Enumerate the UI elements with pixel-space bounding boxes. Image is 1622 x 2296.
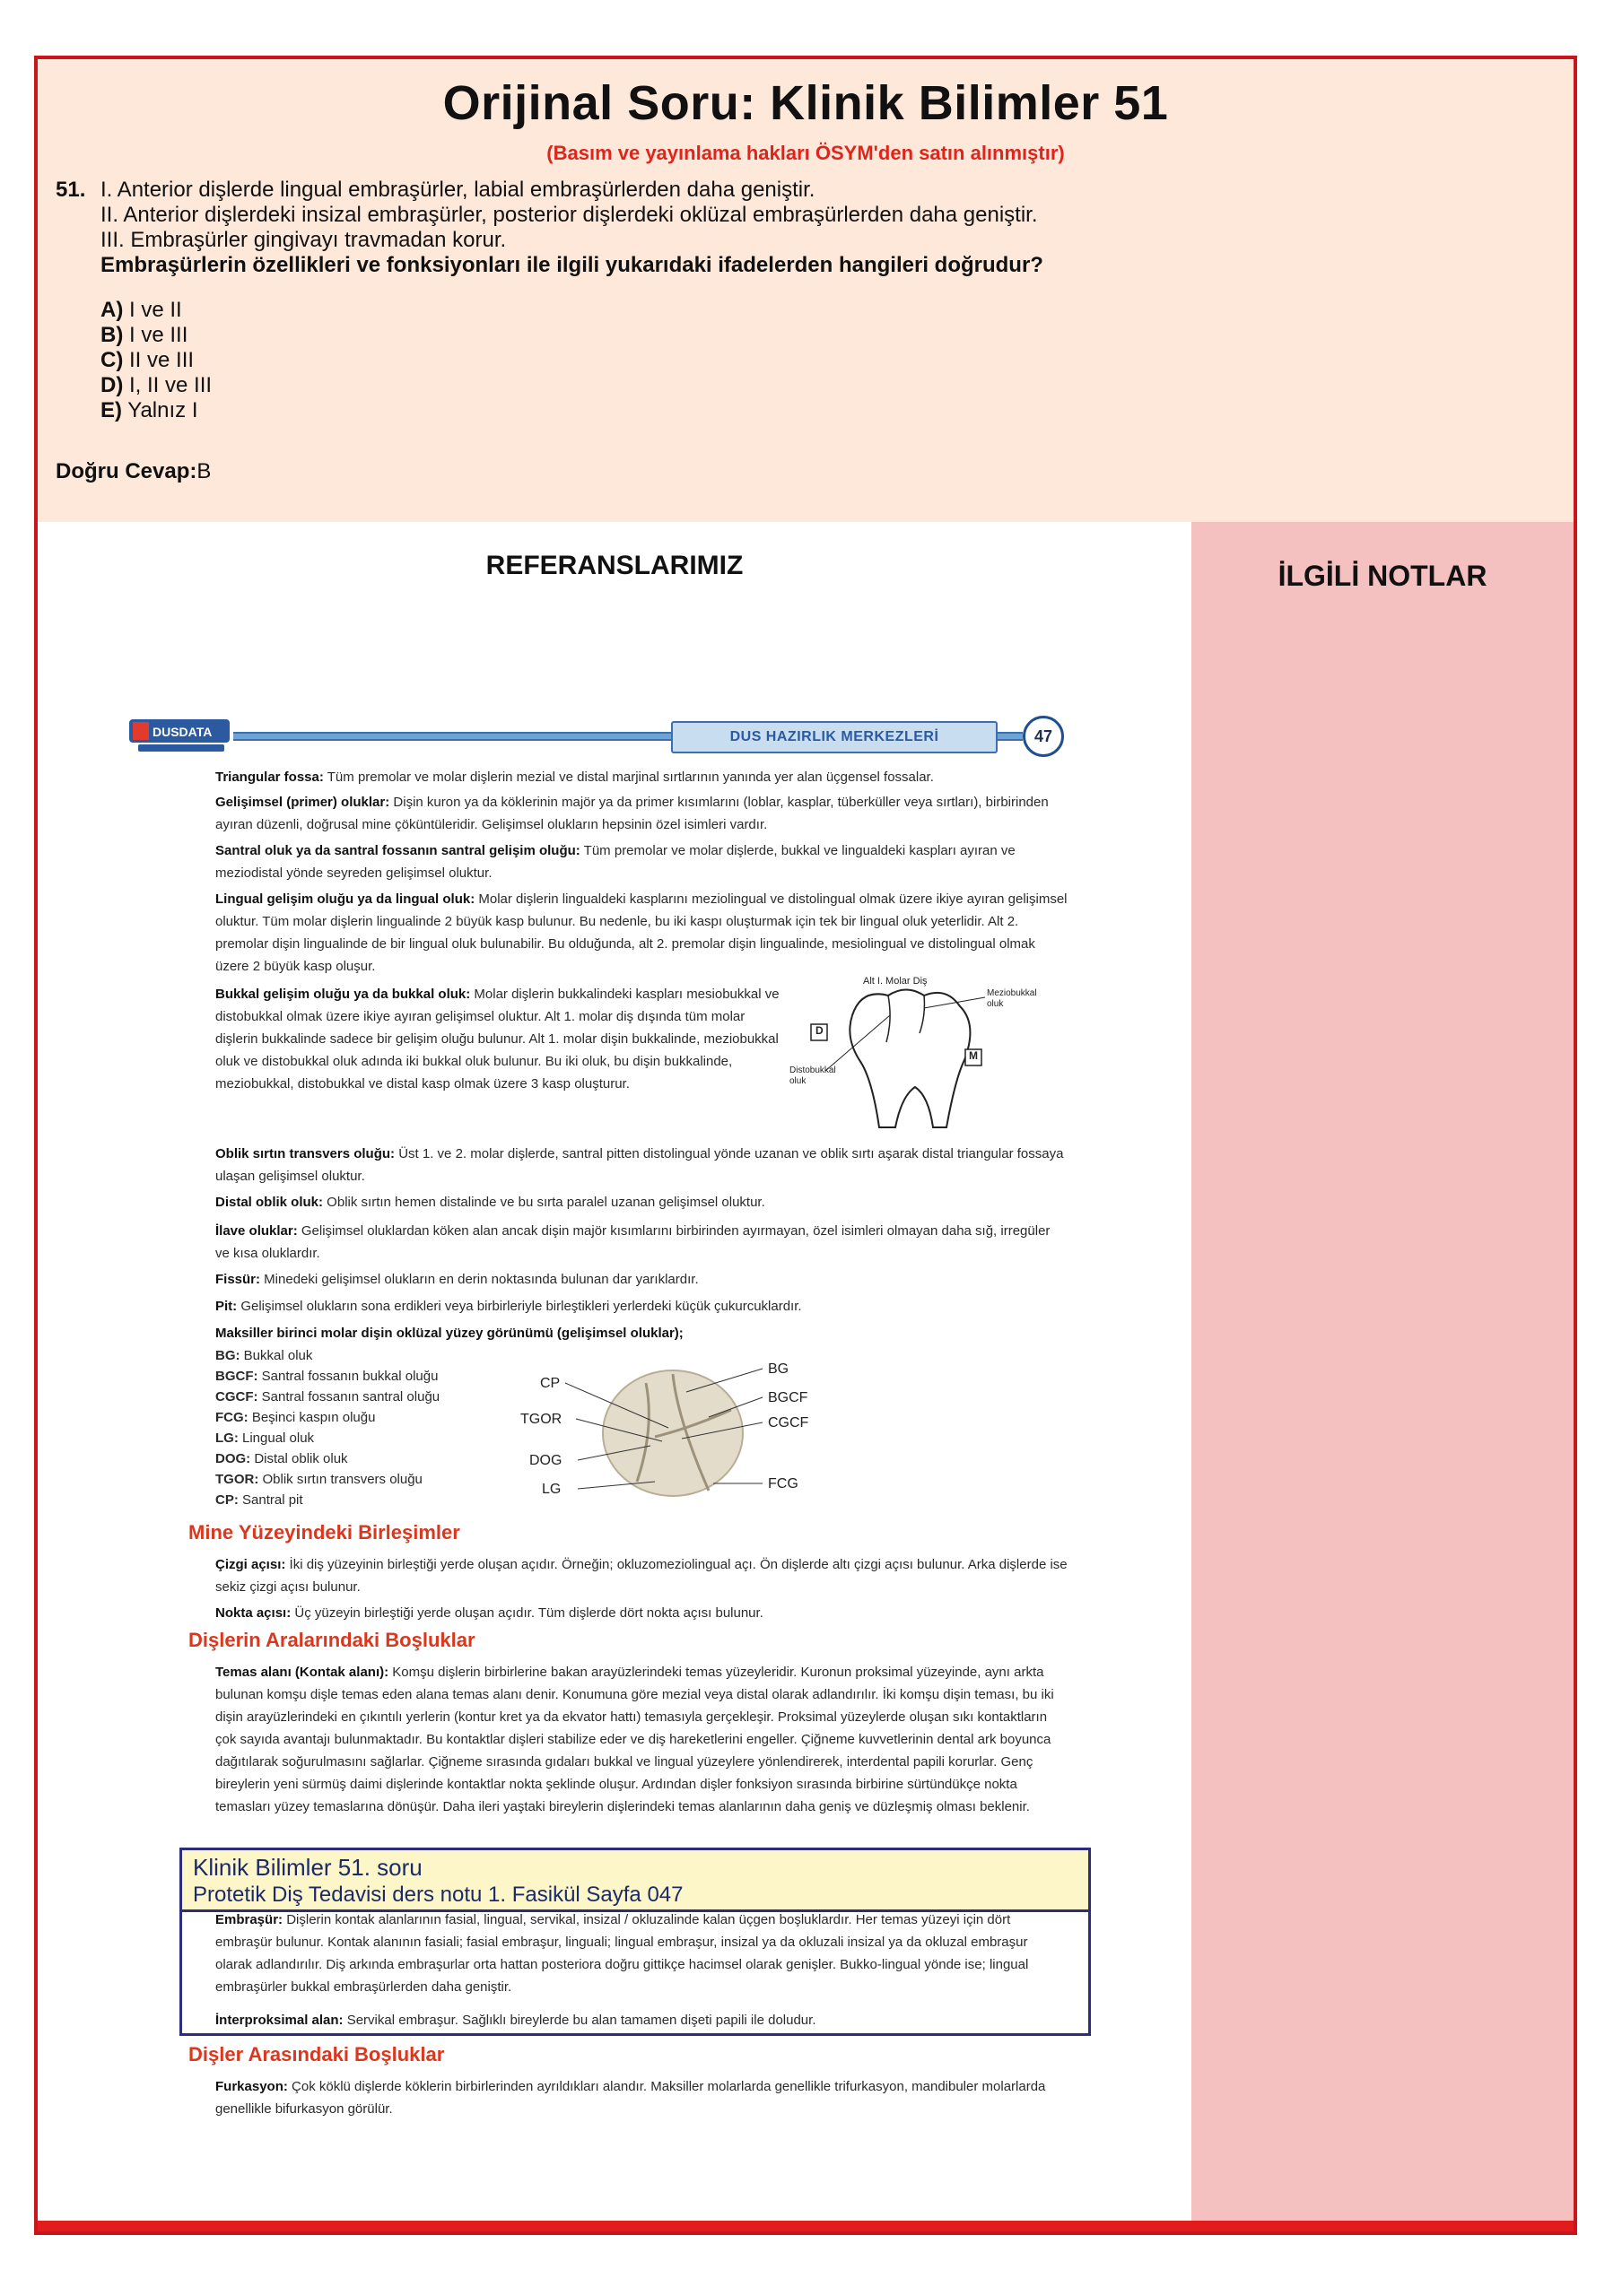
para-distal-oblik: Distal oblik oluk: Oblik sırtın hemen distalinde ve bu sırta paralel uzanan gelişimsel oluktur.: [215, 1195, 765, 1210]
legend-item: BGCF: Santral fossanın bukkal oluğu: [215, 1369, 439, 1384]
fig2-cgcf: CGCF: [768, 1415, 809, 1431]
fig1-disto: Distobukkal oluk: [789, 1065, 836, 1086]
legend-item: FCG: Beşinci kaspın oluğu: [215, 1410, 376, 1425]
para-fissur: Fissür: Minedeki gelişimsel olukların en derin noktasında bulunan dar yarıklardır.: [215, 1272, 699, 1287]
reference-highlight: [179, 1848, 1091, 1912]
notes-title: İLGİLİ NOTLAR: [1278, 560, 1487, 592]
fig1-mesio: Meziobukkal oluk: [987, 988, 1037, 1009]
page-number: 47: [1023, 716, 1064, 757]
fig2-dog: DOG: [529, 1453, 562, 1468]
copyright-note: (Basım ve yayınlama hakları ÖSYM'den satın alınmıştır): [546, 142, 1065, 164]
legend-item: TGOR: Oblik sırtın transvers oluğu: [215, 1472, 423, 1487]
fig1-m-label: M: [969, 1049, 978, 1062]
header-label: DUS HAZIRLIK MERKEZLERİ: [671, 721, 998, 753]
question-number: 51.: [56, 178, 86, 202]
legend-item: CGCF: Santral fossanın santral oluğu: [215, 1389, 440, 1405]
legend-item: BG: Bukkal oluk: [215, 1348, 313, 1363]
question-panel: [38, 59, 1574, 522]
notes-panel: [1191, 522, 1574, 2221]
correct-answer: Doğru Cevap:B: [56, 459, 212, 483]
reference-page-header: [126, 714, 1094, 759]
molar-figure: [789, 976, 1041, 1132]
fig2-tgor: TGOR: [520, 1412, 562, 1427]
statement-2: II. Anterior dişlerdeki insizal embraşürler, posterior dişlerdeki oklüzal embraşürlerden daha geniştir.: [100, 203, 1038, 227]
legend-item: LG: Lingual oluk: [215, 1431, 315, 1446]
fig1-title: Alt I. Molar Diş: [863, 976, 928, 987]
dusdata-logo: [126, 714, 233, 759]
fig2-bgcf: BGCF: [768, 1390, 808, 1405]
fig2-lg: LG: [542, 1482, 562, 1497]
page-title: Orijinal Soru: Klinik Bilimler 51: [442, 76, 1169, 130]
para-primer-oluklar: Gelişimsel (primer) oluklar: Dişin kuron ya da köklerinin majör ya da primer kısımlarını (loblar, kasplar, tüberküller veya sırtları), birbirinden ayıran düzenli, doğrusal mine çöküntüleridir. Gelişimsel olukların hepsinin özel isimleri vardır.: [215, 795, 1049, 832]
option-d: D) I, II ve III: [100, 373, 213, 397]
statement-1: I. Anterior dişlerde lingual embraşürler, labial embraşürlerden daha geniştir.: [100, 178, 815, 202]
para-lingual-oluk: Lingual gelişim oluğu ya da lingual oluk: Molar dişlerin lingualdeki kasplarını meziolingual ve distolingual olmak üzere ikiye ayıran gelişimsel oluktur. Tüm molar dişlerin lingualinde 2 büyük kasp bulunur. Bu nedenle, bu iki kaspı oluşturmak için tek bir lingual oluk yeterlidir. Alt 2. premolar dişin lingualinde de bir lingual oluk bulunabilir. Bu olduğunda, alt 2. premolar dişin lingualinde, mesiolingual ve distolingual olmak üzere 2 büyük kasp oluşur.: [215, 891, 1068, 974]
option-a: A) I ve II: [100, 298, 182, 322]
option-e: E) Yalnız I: [100, 398, 198, 422]
para-furkasyon: Furkasyon: Çok köklü dişlerde köklerin birbirlerinden ayrıldıkları alandır. Maksiller molarlarda genellikle trifurkasyon, mandibuler molarlarda genellikle bifurkasyon görülür.: [215, 2079, 1046, 2117]
section-dis-aralari: Dişlerin Aralarındaki Boşluklar: [188, 1629, 475, 1651]
para-oblik-sirt: Oblik sırtın transvers oluğu: Üst 1. ve 2. molar dişlerde, santral pitten distolingual yönde uzanan ve oblik sırtı aşarak distal triangular fossaya ulaşan gelişimsel oluktur.: [215, 1146, 1064, 1184]
statement-3: III. Embraşürler gingivayı travmadan korur.: [100, 228, 507, 252]
fig2-cp: CP: [540, 1376, 561, 1391]
fig2-fcg: FCG: [768, 1476, 798, 1492]
highlight-source-ref: Protetik Diş Tedavisi ders notu 1. Fasikül Sayfa 047: [193, 1883, 684, 1907]
para-bukkal-oluk: Bukkal gelişim oluğu ya da bukkal oluk: Molar dişlerin bukkalindeki kaspları mesiobukkal ve distobukkal olmak üzere ikiye ayıran gelişimsel oluktur. Alt 1. molar diş dışında tüm molar dişlerin bukkalinde sadece bir gelişim oluğu bulunur. Alt 1. molar dişin bukkalinde, meziobukkal oluk ve distobukkal oluk adında iki bukkal oluk bulunur. Bu iki oluk, bu dişin bukkalinde, meziobukkal, distobukkal ve distal kasp olmak üzere 3 kasp oluşturur.: [215, 987, 780, 1091]
para-embrasur: Embraşür: Dişlerin kontak alanlarının fasial, lingual, servikal, insizal / okluzalinde kalan üçgen boşluklardır. Her temas yüzeyi için dört embraşür bulunur. Kontak alanının fasiali; fasial embraşur, linguali; lingual embraşur, insizal ya da okluzali insizal ya da okluzal embraşur olarak adlandırılır. Diş arkında embraşurlar orta hattan posteriora doğru gittikçe hacimsel olarak genişler. Bukko-lingual yönde ise; lingual embraşürler bukkal embraşürlerden daha geniştir.: [215, 1912, 1029, 1995]
occlusal-figure: [520, 1356, 825, 1518]
svg-text:DUSDATA: DUSDATA: [153, 725, 213, 739]
para-santral-oluk: Santral oluk ya da santral fossanın santral gelişim oluğu: Tüm premolar ve molar dişlerde, bukkal ve lingualdeki kaspları ayıran ve meziodistal yönde seyreden gelişimsel oluktur.: [215, 843, 1016, 881]
para-triangular-fossa: Triangular fossa: Tüm premolar ve molar dişlerin mezial ve distal marjinal sırtlarının yanında yer alan üçgensel fossalar.: [215, 770, 934, 785]
highlight-question-ref: Klinik Bilimler 51. soru: [193, 1854, 423, 1881]
question-prompt: Embraşürlerin özellikleri ve fonksiyonları ile ilgili yukarıdaki ifadelerden hangileri doğrudur?: [100, 253, 1043, 277]
para-cizgi-acisi: Çizgi açısı: İki diş yüzeyinin birleştiği yerde oluşan açıdır. Örneğin; okluzomeziolingual açı. Ön dişlerde altı çizgi açısı bulunur. Arka dişlerde ise sekiz çizgi açısı bulunur.: [215, 1557, 1068, 1595]
fig1-d-label: D: [815, 1024, 824, 1037]
legend-item: DOG: Distal oblik oluk: [215, 1451, 348, 1466]
legend-item: CP: Santral pit: [215, 1492, 303, 1508]
section-disler-arasi: Dişler Arasındaki Boşluklar: [188, 2043, 445, 2066]
para-pit: Pit: Gelişimsel olukların sona erdikleri veya birbirleriyle birleştikleri yerlerdeki küçük çukurcuklardır.: [215, 1299, 802, 1314]
para-temas-alani: Temas alanı (Kontak alanı): Komşu dişlerin birbirlerine bakan arayüzlerindeki temas yüzeyleridir. Kuronun proksimal yüzeyinde, aynı arkta bulunan komşu dişle temas eden alana temas alanı denir. Konumuna göre mezial veya distal olarak adlandırılır. İki komşu dişin teması, bu iki dişin arayüzlerindeki en çıkıntılı yerlerin (kontur kret ya da ekvator hattı) temasıyla gerçekleşir. Proksimal yüzeylerde oluşan sıkı kontaktların çok sayıda avantajı bulunmaktadır. Bu kontaktlar dişleri stabilize eder ve diş hareketlerini engeller. Çiğneme kuvvetlerinin dental ark boyunca dağıtılarak soğurulmasını sağlarlar. Çiğneme sırasında gıdaları bukkal ve lingual yüzeylere yönlendirerek, interdental papili korurlar. Genç bireylerin yeni sürmüş daimi dişlerinde kontaktlar nokta şeklinde oluşur. Ardından dişler fonksiyon sırasında birbirine sürtündükçe nokta temasları yüzey temaslarına dönüşür. Daha ileri yaştaki bireylerin dişlerindeki temas alanlarının daha geniş ve düzleşmiş olması beklenir.: [215, 1665, 1054, 1814]
bottom-bar: [38, 2221, 1574, 2235]
fig2-bg: BG: [768, 1361, 789, 1377]
para-oklzal-yuzey: Maksiller birinci molar dişin oklüzal yüzey görünümü (gelişimsel oluklar);: [215, 1326, 684, 1341]
option-b: B) I ve III: [100, 323, 188, 347]
section-mine-yuzey: Mine Yüzeyindeki Birleşimler: [188, 1521, 460, 1544]
para-ilave-oluklar: İlave oluklar: Gelişimsel oluklardan köken alan ancak dişin majör kısımlarını birbirinden ayırmayan, özel isimleri olmayan daha sığ, irregüler ve kısa oluklardır.: [215, 1223, 1051, 1261]
para-nokta-acisi: Nokta açısı: Üç yüzeyin birleştiği yerde oluşan açıdır. Tüm dişlerde dört nokta açısı bulunur.: [215, 1605, 763, 1621]
references-title: REFERANSLARIMIZ: [485, 551, 744, 580]
option-c: C) II ve III: [100, 348, 195, 372]
para-interproksimal: İnterproksimal alan: Servikal embraşur. Sağlıklı bireylerde bu alan tamamen dişeti papili ile doludur.: [215, 2013, 816, 2028]
groove-legend: [215, 1345, 502, 1510]
highlight-outline: [179, 1909, 1091, 2036]
